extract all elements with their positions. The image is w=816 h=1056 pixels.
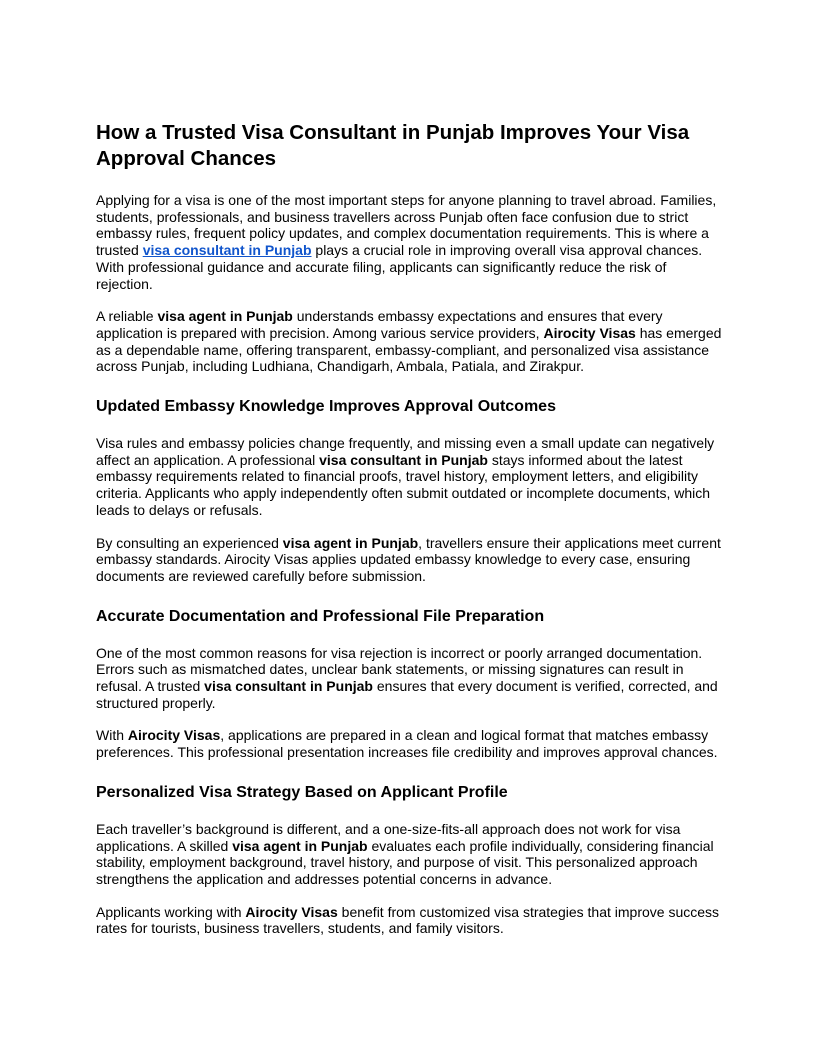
document-page — [96, 120, 726, 953]
bold-run: visa agent in Punjab — [157, 308, 293, 325]
bold-run: Airocity Visas — [127, 727, 221, 744]
section-heading-personalized-strategy: Personalized Visa Strategy Based on Applicant Profile — [96, 783, 508, 801]
text-run: Each traveller’s background is different, and a one-size-fits-all approach does not work for visa applications. A skilled — [96, 820, 681, 854]
visa-consultant-link[interactable]: visa consultant in Punjab — [142, 242, 312, 259]
page-title: How a Trusted Visa Consultant in Punjab Improves Your Visa Approval Chances — [96, 121, 690, 170]
text-run: stays informed about the latest embassy requirements related to financial proofs, travel history, employment letters, and eligibility criteria. Applicants who apply independently often submit outdated or incomplete documents, which leads to delays or refusals. — [96, 451, 711, 518]
bold-run: visa consultant in Punjab — [204, 678, 373, 695]
text-run: Applying for a visa is one of the most important steps for anyone planning to travel abroad. Families, students, professionals, and business travellers across Punjab often face confusion due to strict embassy rules, frequent policy updates, and complex documentation requirements. This is where a trusted — [96, 192, 717, 259]
section1-paragraph-1 — [96, 435, 726, 519]
intro-paragraph-1 — [96, 192, 726, 292]
text-run: , applications are prepared in a clean and logical format that matches embassy preferences. This professional presentation increases file credibility and improves approval chances. — [96, 727, 718, 761]
text-run: One of the most common reasons for visa rejection is incorrect or poorly arranged documentation. Errors such as mismatched dates, unclear bank statements, or missing signatures can result in refusal. A trusted — [96, 644, 703, 695]
text-run: evaluates each profile individually, considering financial stability, employment background, travel history, and purpose of visit. This personalized approach strengthens the application and addresses potential concerns in advance. — [96, 837, 714, 887]
text-run: By consulting an experienced — [96, 534, 283, 551]
section1-paragraph-2 — [96, 535, 726, 585]
bold-run: visa consultant in Punjab — [319, 451, 488, 468]
section2-paragraph-1 — [96, 645, 726, 712]
section3-paragraph-2 — [96, 904, 726, 937]
bold-run: Airocity Visas — [245, 903, 338, 920]
text-run: benefit from customized visa strategies that improve success rates for tourists, business travellers, students, and family visitors. — [96, 903, 720, 937]
bold-run: visa agent in Punjab — [282, 534, 419, 551]
text-run: plays a crucial role in improving overall visa approval chances. With professional guidance and accurate filing, applicants can significantly reduce the risk of rejection. — [96, 242, 703, 292]
text-run: Applicants working with — [96, 903, 246, 920]
text-run: A reliable — [96, 308, 158, 325]
section-heading-embassy-knowledge: Updated Embassy Knowledge Improves Approval Outcomes — [96, 398, 556, 416]
section2-paragraph-2 — [96, 727, 726, 760]
text-run: Visa rules and embassy policies change frequently, and missing even a small update can negatively affect an application. A professional — [96, 435, 715, 468]
text-run: With — [96, 727, 128, 744]
text-run: ensures that every document is verified, corrected, and structured properly. — [96, 678, 718, 711]
text-run: , travellers ensure their applications meet current embassy standards. Airocity Visas applies updated embassy knowledge to every case, ensuring documents are reviewed carefully before submission. — [96, 534, 721, 584]
section-heading-documentation: Accurate Documentation and Professional File Preparation — [96, 607, 545, 625]
intro-paragraph-2 — [96, 308, 726, 375]
text-run: has emerged as a dependable name, offering transparent, embassy-compliant, and personalized visa assistance across Punjab, including Ludhiana, Chandigarh, Ambala, Patiala, and Zirakpur. — [96, 324, 722, 375]
bold-run: visa agent in Punjab — [232, 837, 368, 854]
section3-paragraph-1 — [96, 821, 726, 888]
text-run: understands embassy expectations and ensures that every application is prepared with precision. Among various service providers, — [96, 308, 663, 341]
bold-run: Airocity Visas — [543, 324, 636, 341]
